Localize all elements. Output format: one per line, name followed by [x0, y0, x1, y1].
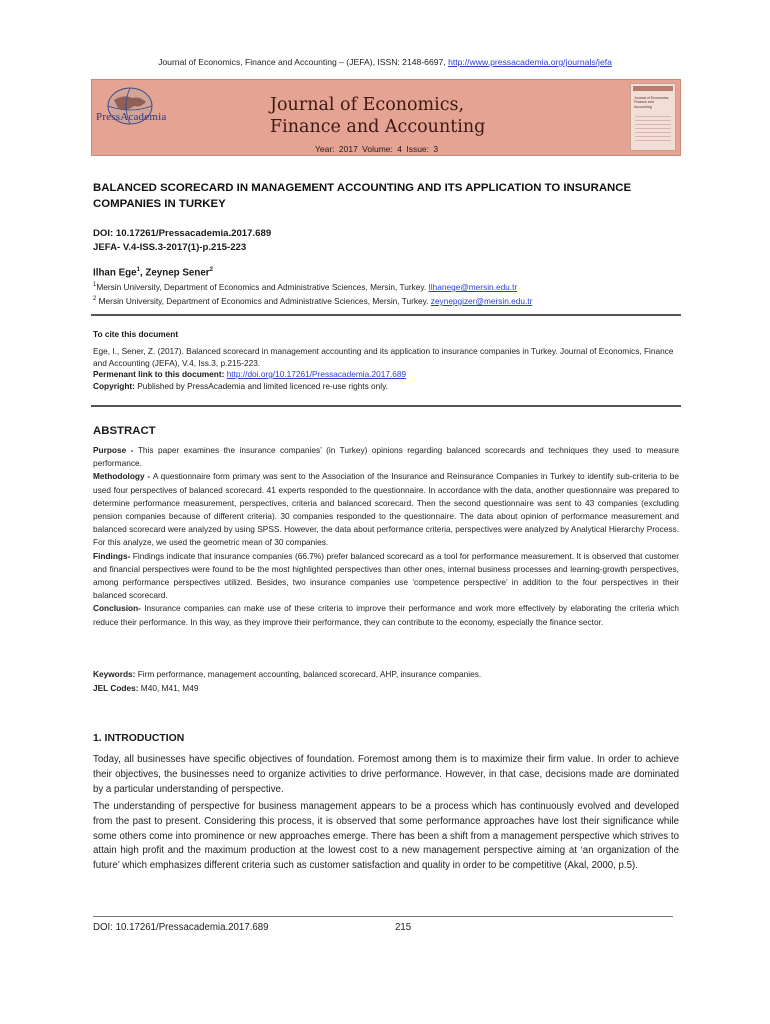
methodology-text: A questionnaire form primary was sent to the Association of the Insurance and Reinsurance Companies in Turkey to identify sub-criteria to be used four perspectives of balanced scorecard. 41 experts responded to the questionnaire. In accordance with the data, another questionnaire was prepared to determine performance measurement, perspectives, criteria and balanced scorecard. Then the second questionnaire was sent to 43 companies (excluding pension companies because of different criteria). 30 companies responded to the questionnaire. The data about opinion of performance measurement and balanced scorecard were analyzed by using SPSS. However, the data about performance criteria, perspectives were analyzed by Analytical Hierarchy Process. For this analyze, we used the geometric mean of 30 companies. [93, 471, 679, 548]
paper-jefa-code: JEFA- V.4-ISS.3-2017(1)-p.215-223 [93, 242, 247, 253]
keywords-text: Firm performance, management accounting, balanced scorecard, AHP, insurance companies. [137, 669, 482, 679]
copyright [93, 381, 388, 391]
jel-codes [93, 681, 481, 695]
permanent-link-label: Permenant link to this document: [93, 369, 227, 379]
jel-label: JEL Codes: [93, 683, 141, 693]
journal-header-text: Journal of Economics, Finance and Accounting – (JEFA), ISSN: 2148-6697, [158, 57, 449, 67]
abstract-findings [93, 550, 679, 603]
affiliation-1-sup: 1 [93, 282, 97, 289]
journal-banner [91, 79, 681, 156]
abstract-methodology [93, 470, 679, 549]
keywords-label: Keywords: [93, 669, 138, 679]
abstract-body [93, 444, 679, 629]
copyright-text: Published by PressAcademia and limited licenced re-use rights only. [137, 381, 388, 391]
divider-top [91, 314, 681, 316]
keywords-block [93, 667, 481, 695]
purpose-text: This paper examines the insurance companies’ (in Turkey) opinions regarding balanced scorecards and techniques they used to measure performance. [93, 445, 679, 469]
paper-identifiers [93, 227, 271, 255]
footer-doi: DOI: 10.17261/Pressacademia.2017.689 [93, 922, 269, 933]
cover-lines [635, 116, 671, 144]
paper-title: BALANCED SCORECARD IN MANAGEMENT ACCOUNTING AND ITS APPLICATION TO INSURANCE COMPANIES IN TURKEY [93, 182, 632, 210]
paper-doi: DOI: 10.17261/Pressacademia.2017.689 [93, 228, 272, 239]
author-2-email-link[interactable]: zeynepgizer@mersin.edu.tr [430, 296, 533, 306]
introduction-paragraph-1: Today, all businesses have specific objectives of foundation. Foremost among them is to maximize their firm value. In order to achieve their objectives, the businesses need to organize activities to drive performance. However, in that case, decisions made are dominated by a particular understanding of perspective. [93, 754, 679, 795]
abstract-purpose [93, 444, 679, 470]
introduction-paragraph-2: The understanding of perspective for business management appears to be a process which has continuously evolved and developed from the past to present. Considering this process, it is observed that some performance approaches have lost their significance while some others come into prominence or new approaches emerge. There has been a shift from a management perspective which strives to attain high profit and the maximum production at the lowest cost to a new management perspective aiming at ‘an organization of the future’ which emphasizes different criteria such as customer satisfaction and quality in order to be competitive (Akal, 2000, p.5). [93, 801, 679, 872]
page-number: 215 [395, 922, 412, 933]
purpose-label: Purpose - [93, 445, 138, 455]
issue-meta: Year: 2017 Volume: 4 Issue: 3 [315, 144, 439, 154]
abstract-heading: ABSTRACT [93, 425, 156, 437]
cite-reference: Ege, I., Sener, Z. (2017). Balanced scorecard in management accounting and its application to insurance companies in Turkey. Journal of Economics, Finance and Accounting (JEFA), V.4, Iss.3, p.215-223. [93, 346, 674, 368]
affiliation-2-sup: 2 [93, 296, 97, 303]
journal-title [270, 94, 485, 138]
methodology-label: Methodology - [93, 471, 153, 482]
journal-title-line2: Finance and Accounting [270, 117, 486, 137]
author-2-sup: 2 [209, 267, 213, 273]
authors [93, 267, 213, 278]
cite-heading: To cite this document [93, 329, 179, 339]
footer-rule [93, 916, 673, 917]
affiliation-1-text: Mersin University, Department of Economics and Administrative Sciences, Mersin, Turkey. [96, 282, 429, 292]
journal-url-link[interactable]: http://www.pressacademia.org/journals/jefa [448, 57, 612, 67]
introduction-heading: 1. INTRODUCTION [93, 733, 185, 744]
affiliation-2-text: Mersin University, Department of Economics and Administrative Sciences, Mersin, Turkey. [96, 296, 431, 306]
author-1: Ilhan Ege [93, 267, 137, 279]
keywords [93, 667, 481, 681]
conclusion-label: Conclusion- [93, 603, 141, 614]
permanent-link-url[interactable]: http://doi.org/10.17261/Pressacademia.2017.689 [226, 369, 407, 379]
logo-wordmark: PressAcademia [96, 111, 167, 123]
journal-header-line [0, 57, 770, 67]
divider-bottom [91, 405, 681, 407]
abstract-conclusion [93, 602, 679, 628]
cover-top-bar [633, 86, 673, 91]
findings-label: Findings- [93, 550, 131, 561]
author-1-email-link[interactable]: Ilhanege@mersin.edu.tr [428, 282, 518, 292]
affiliation-1 [93, 282, 517, 292]
journal-cover-thumbnail [630, 83, 676, 151]
affiliation-2 [93, 296, 532, 306]
conclusion-text: Insurance companies can make use of these criteria to improve their performance and work more effectively by elaborating the criteria which reduce their performance. In this way, as they improve their performance, they can contribute to the economy, especially the finance sector. [93, 603, 679, 627]
author-2: Zeynep Sener [145, 267, 210, 279]
author-separator: , [139, 267, 146, 279]
author-1-sup: 1 [136, 267, 140, 273]
jel-text: M40, M41, M49 [140, 683, 199, 693]
journal-title-line1: Journal of Economics, [270, 95, 465, 115]
copyright-label: Copyright: [93, 381, 138, 391]
findings-text: Findings indicate that insurance companies (66.7%) prefer balanced scorecard as a tool for performance measurement. It is observed that customer and financial perspectives were found to be the most highlighted perspectives than other ones, internal business processes and learning-growth perspectives, among performance perspectives utilized. Besides, two insurance companies use ‘competence perspective’ in addition to the four perspectives in their balanced scorecard. [93, 550, 679, 601]
permanent-link [93, 369, 406, 379]
cover-title: Journal of Economics, Finance and Accounting [634, 96, 670, 109]
